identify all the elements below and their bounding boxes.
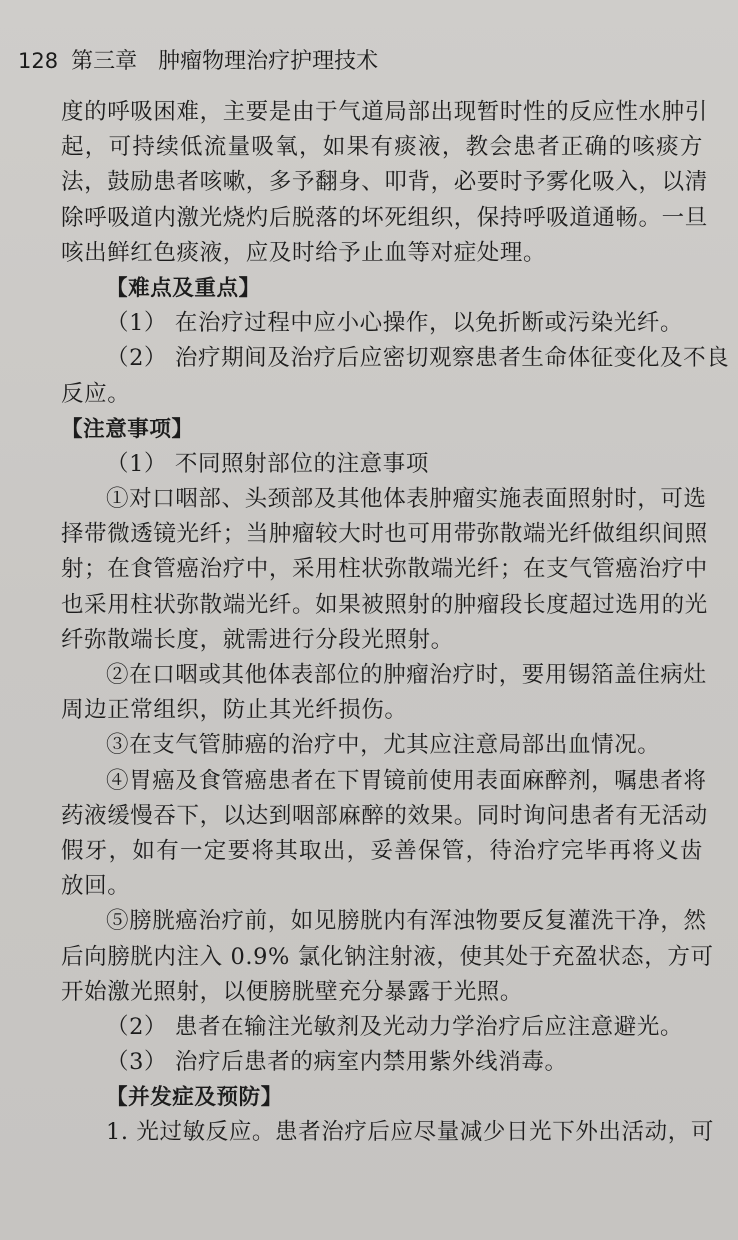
text-line: （1） 不同照射部位的注意事项 xyxy=(106,450,429,477)
text-line: （2） 治疗期间及治疗后应密切观察患者生命体征变化及不良 xyxy=(106,345,730,372)
section-heading: 【注意事项】 xyxy=(61,416,194,442)
text-line: ②在口咽或其他体表部位的肿瘤治疗时，要用锡箔盖住病灶 xyxy=(106,662,707,688)
text-line: 咳出鲜红色痰液，应及时给予止血等对症处理。 xyxy=(61,239,547,266)
text-line: 放回。 xyxy=(61,873,131,900)
text-line: 射；在食管癌治疗中，采用柱状弥散端光纤；在支气管癌治疗中 xyxy=(61,556,708,583)
text-line: 除呼吸道内激光烧灼后脱落的坏死组织，保持呼吸道通畅。一旦 xyxy=(61,204,708,231)
text-line: ③在支气管肺癌的治疗中，尤其应注意局部出血情况。 xyxy=(106,732,661,759)
text-line: （1） 在治疗过程中应小心操作，以免折断或污染光纤。 xyxy=(106,310,684,337)
chapter-title: 肿瘤物理治疗护理技术 xyxy=(158,49,379,74)
running-head xyxy=(18,44,378,75)
chapter-label: 第三章 xyxy=(71,49,138,74)
section-heading: 【难点及重点】 xyxy=(106,275,261,301)
text-line: 择带微透镜光纤；当肿瘤较大时也可用带弥散端光纤做组织间照 xyxy=(61,521,708,548)
page-number: 128 xyxy=(18,49,59,73)
text-line: 开始激光照射，以便膀胱壁充分暴露于光照。 xyxy=(61,978,524,1005)
text-line: 1. 光过敏反应。患者治疗后应尽量减少日光下外出活动，可 xyxy=(106,1119,714,1146)
text-line: 纤弥散端长度，就需进行分段光照射。 xyxy=(61,626,454,653)
section-heading: 【并发症及预防】 xyxy=(106,1085,283,1111)
text-line: 周边正常组织，防止其光纤损伤。 xyxy=(61,697,408,724)
text-line: 反应。 xyxy=(61,380,131,407)
text-line: 也采用柱状弥散端光纤。如果被照射的肿瘤段长度超过选用的光 xyxy=(61,591,708,618)
text-line: 后向膀胱内注入 0.9% 氯化钠注射液，使其处于充盈状态，方可 xyxy=(61,943,714,970)
text-line: 法，鼓励患者咳嗽，多予翻身、叩背，必要时予雾化吸入，以清 xyxy=(61,169,708,196)
text-line: ⑤膀胱癌治疗前，如见膀胱内有浑浊物要反复灌洗干净，然 xyxy=(106,908,707,935)
text-line: 药液缓慢吞下，以达到咽部麻醉的效果。同时询问患者有无活动 xyxy=(61,802,708,829)
text-line: （3） 治疗后患者的病室内禁用紫外线消毒。 xyxy=(106,1049,568,1076)
text-line: 起，可持续低流量吸氧，如果有痰液，教会患者正确的咳痰方 xyxy=(61,134,703,161)
text-line: 度的呼吸困难，主要是由于气道局部出现暂时性的反应性水肿引 xyxy=(61,99,708,125)
text-line: （2） 患者在输注光敏剂及光动力学治疗后应注意避光。 xyxy=(106,1013,684,1040)
body-text xyxy=(61,95,730,1151)
text-line: 假牙，如有一定要将其取出，妥善保管，待治疗完毕再将义齿 xyxy=(61,837,703,864)
text-line: ④胃癌及食管癌患者在下胃镜前使用表面麻醉剂，嘱患者将 xyxy=(106,767,707,794)
text-line: ①对口咽部、头颈部及其他体表肿瘤实施表面照射时，可选 xyxy=(106,486,707,513)
